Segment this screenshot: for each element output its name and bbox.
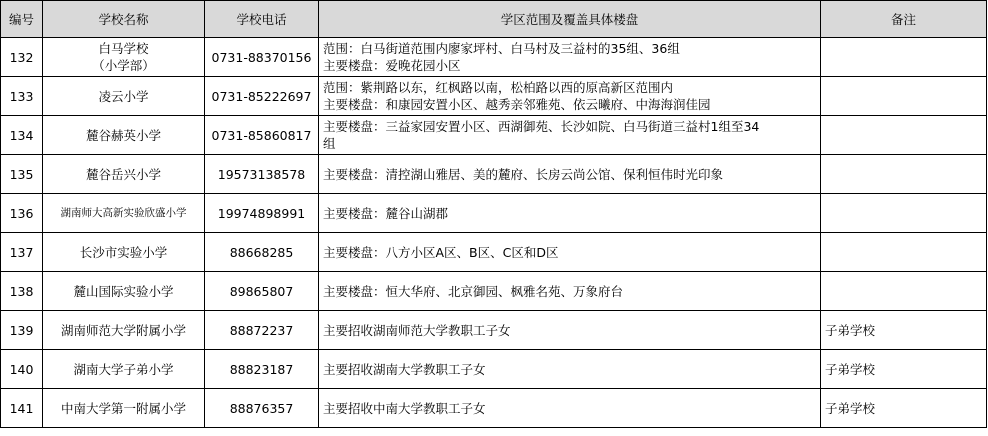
row-scope (319, 38, 821, 77)
row-scope (319, 155, 821, 194)
row-scope (319, 389, 821, 428)
scope-line: 主要楼盘：和康园安置小区、越秀亲邻雅苑、依云曦府、中海海润佳园 (323, 97, 711, 112)
row-number: 135 (1, 155, 43, 194)
scope-line: 范围：白马街道范围内廖家坪村、白马村及三益村的35组、36组 (323, 41, 680, 56)
scope-line: 组 (323, 136, 336, 151)
header-remarks: 备注 (821, 1, 987, 38)
row-school-name (43, 389, 205, 428)
table-row (1, 350, 987, 389)
header-row (1, 1, 987, 38)
row-number: 134 (1, 116, 43, 155)
school-name-line: 凌云小学 (98, 88, 149, 104)
school-name-line: 白马学校 (98, 41, 149, 56)
row-scope (319, 116, 821, 155)
row-phone: 88876357 (205, 389, 319, 428)
row-number: 137 (1, 233, 43, 272)
table-row (1, 272, 987, 311)
row-scope (319, 272, 821, 311)
row-school-name (43, 155, 205, 194)
row-phone: 19974898991 (205, 194, 319, 233)
table-header (1, 1, 987, 38)
row-note (821, 116, 987, 155)
row-phone: 0731-85222697 (205, 77, 319, 116)
school-name-line: 麓山国际实验小学 (73, 283, 174, 299)
row-school-name (43, 116, 205, 155)
header-school-phone: 学校电话 (205, 1, 319, 38)
row-phone: 88668285 (205, 233, 319, 272)
row-number: 140 (1, 350, 43, 389)
table-row (1, 389, 987, 428)
row-note (821, 38, 987, 77)
scope-line: 主要楼盘：爱晚花园小区 (323, 58, 461, 73)
row-school-name (43, 77, 205, 116)
row-number: 132 (1, 38, 43, 77)
scope-line: 范围：紫荆路以东，红枫路以南，松柏路以西的原高新区范围内 (323, 80, 674, 95)
school-name-line: 湖南师范大学附属小学 (60, 322, 186, 338)
row-note (821, 77, 987, 116)
scope-line: 主要招收湖南大学教职工子女 (323, 361, 486, 377)
scope-line: 主要楼盘：清控湖山雅居、美的麓府、长房云尚公馆、保利恒伟时光印象 (323, 166, 724, 182)
header-district-scope: 学区范围及覆盖具体楼盘 (319, 1, 821, 38)
row-scope (319, 311, 821, 350)
row-note: 子弟学校 (821, 350, 987, 389)
table-row (1, 155, 987, 194)
row-note: 子弟学校 (821, 311, 987, 350)
row-school-name (43, 233, 205, 272)
table-row (1, 233, 987, 272)
row-scope (319, 77, 821, 116)
scope-line: 主要楼盘：恒大华府、北京御园、枫雅名苑、万象府台 (323, 283, 624, 299)
table-row (1, 311, 987, 350)
school-name-line: 麓谷赫英小学 (85, 127, 161, 143)
row-number: 136 (1, 194, 43, 233)
header-number: 编号 (1, 1, 43, 38)
row-phone: 19573138578 (205, 155, 319, 194)
scope-line: 主要招收中南大学教职工子女 (323, 400, 486, 416)
scope-line: 主要楼盘：麓谷山湖郡 (323, 205, 449, 221)
school-name-line: 湖南大学子弟小学 (73, 361, 174, 377)
school-name-line: 中南大学第一附属小学 (60, 400, 186, 416)
row-school-name (43, 194, 205, 233)
table-row (1, 116, 987, 155)
header-school-name: 学校名称 (43, 1, 205, 38)
row-number: 139 (1, 311, 43, 350)
school-name-line: 长沙市实验小学 (79, 244, 168, 260)
row-note (821, 155, 987, 194)
row-school-name (43, 350, 205, 389)
table-row (1, 77, 987, 116)
row-number: 138 (1, 272, 43, 311)
row-phone: 0731-88370156 (205, 38, 319, 77)
row-phone: 88872237 (205, 311, 319, 350)
table-row (1, 194, 987, 233)
row-school-name (43, 311, 205, 350)
scope-line: 主要楼盘：八方小区A区、B区、C区和D区 (323, 244, 559, 260)
row-note (821, 272, 987, 311)
row-school-name (43, 38, 205, 77)
school-name-line: （小学部） (92, 58, 155, 73)
row-scope (319, 233, 821, 272)
row-school-name (43, 272, 205, 311)
table-body (1, 38, 987, 428)
row-scope (319, 350, 821, 389)
school-name-line: 湖南师大高新实验欣盛小学 (60, 206, 187, 219)
row-phone: 0731-85860817 (205, 116, 319, 155)
row-note (821, 194, 987, 233)
row-phone: 88823187 (205, 350, 319, 389)
scope-line: 主要楼盘：三益家园安置小区、西湖御苑、长沙如院、白马街道三益村1组至34 (323, 119, 760, 134)
row-number: 133 (1, 77, 43, 116)
row-note (821, 233, 987, 272)
row-note: 子弟学校 (821, 389, 987, 428)
row-scope (319, 194, 821, 233)
row-number: 141 (1, 389, 43, 428)
table-row (1, 38, 987, 77)
scope-line: 主要招收湖南师范大学教职工子女 (323, 322, 511, 338)
school-name-line: 麓谷岳兴小学 (85, 166, 161, 182)
row-phone: 89865807 (205, 272, 319, 311)
